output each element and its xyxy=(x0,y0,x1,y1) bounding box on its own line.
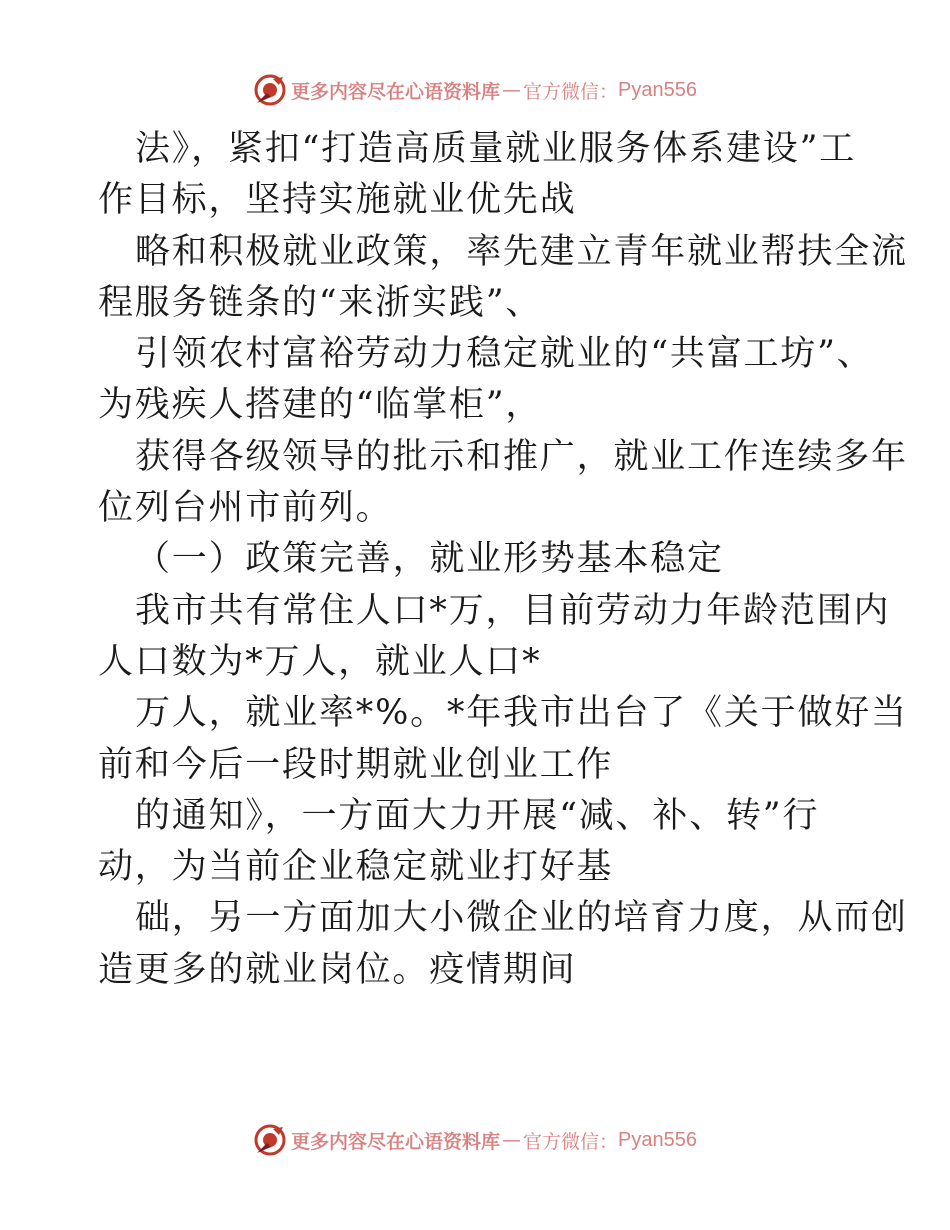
text-line-16: 础，另一方面加大小微企业的培育力度，从而创 xyxy=(135,898,908,939)
header-wechat-label: 官方微信： xyxy=(523,80,619,103)
text-line-15: 动，为当前企业稳定就业打好基 xyxy=(98,847,614,888)
footer-wechat-id: Pyan556 xyxy=(618,1128,697,1151)
footer-brand-text: 更多内容尽在心语资料库 xyxy=(291,1130,501,1153)
footer-separator: — xyxy=(502,1129,522,1151)
section-heading: （一）政策完善，就业形势基本稳定 xyxy=(135,539,724,580)
text-line-17: 造更多的就业岗位。疫情期间 xyxy=(98,949,577,990)
header-separator: — xyxy=(502,79,522,101)
text-line-10: 我市共有常住人口*万，目前劳动力年龄范围内 xyxy=(135,590,891,631)
text-line-2: 作目标，坚持实施就业优先战 xyxy=(98,180,577,221)
header-wechat-id: Pyan556 xyxy=(618,78,697,101)
text-line-11: 人口数为*万人，就业人口* xyxy=(98,641,542,682)
brand-logo-icon xyxy=(253,73,287,107)
text-line-6: 为残疾人搭建的“临掌柜”， xyxy=(98,385,543,426)
text-line-5: 引领农村富裕劳动力稳定就业的“共富工坊”、 xyxy=(135,334,874,375)
text-line-4: 程服务链条的“来浙实践”、 xyxy=(98,282,543,323)
document-body xyxy=(98,124,908,996)
header-banner xyxy=(0,70,950,110)
footer-banner xyxy=(0,1120,950,1160)
text-line-13: 前和今后一段时期就业创业工作 xyxy=(98,744,614,785)
text-line-12: 万人，就业率*%。*年我市出台了《关于做好当 xyxy=(135,693,908,734)
brand-logo-icon xyxy=(253,1123,287,1157)
text-line-1: 法》，紧扣“打造高质量就业服务体系建设”工 xyxy=(135,129,857,169)
footer-wechat-label: 官方微信： xyxy=(523,1130,619,1153)
header-brand-text: 更多内容尽在心语资料库 xyxy=(291,80,501,103)
text-line-7: 获得各级领导的批示和推广，就业工作连续多年 xyxy=(135,436,908,477)
text-line-3: 略和积极就业政策，率先建立青年就业帮扶全流 xyxy=(135,231,908,272)
text-line-8: 位列台州市前列。 xyxy=(98,488,393,529)
text-line-14: 的通知》，一方面大力开展“减、补、转”行 xyxy=(135,795,820,836)
